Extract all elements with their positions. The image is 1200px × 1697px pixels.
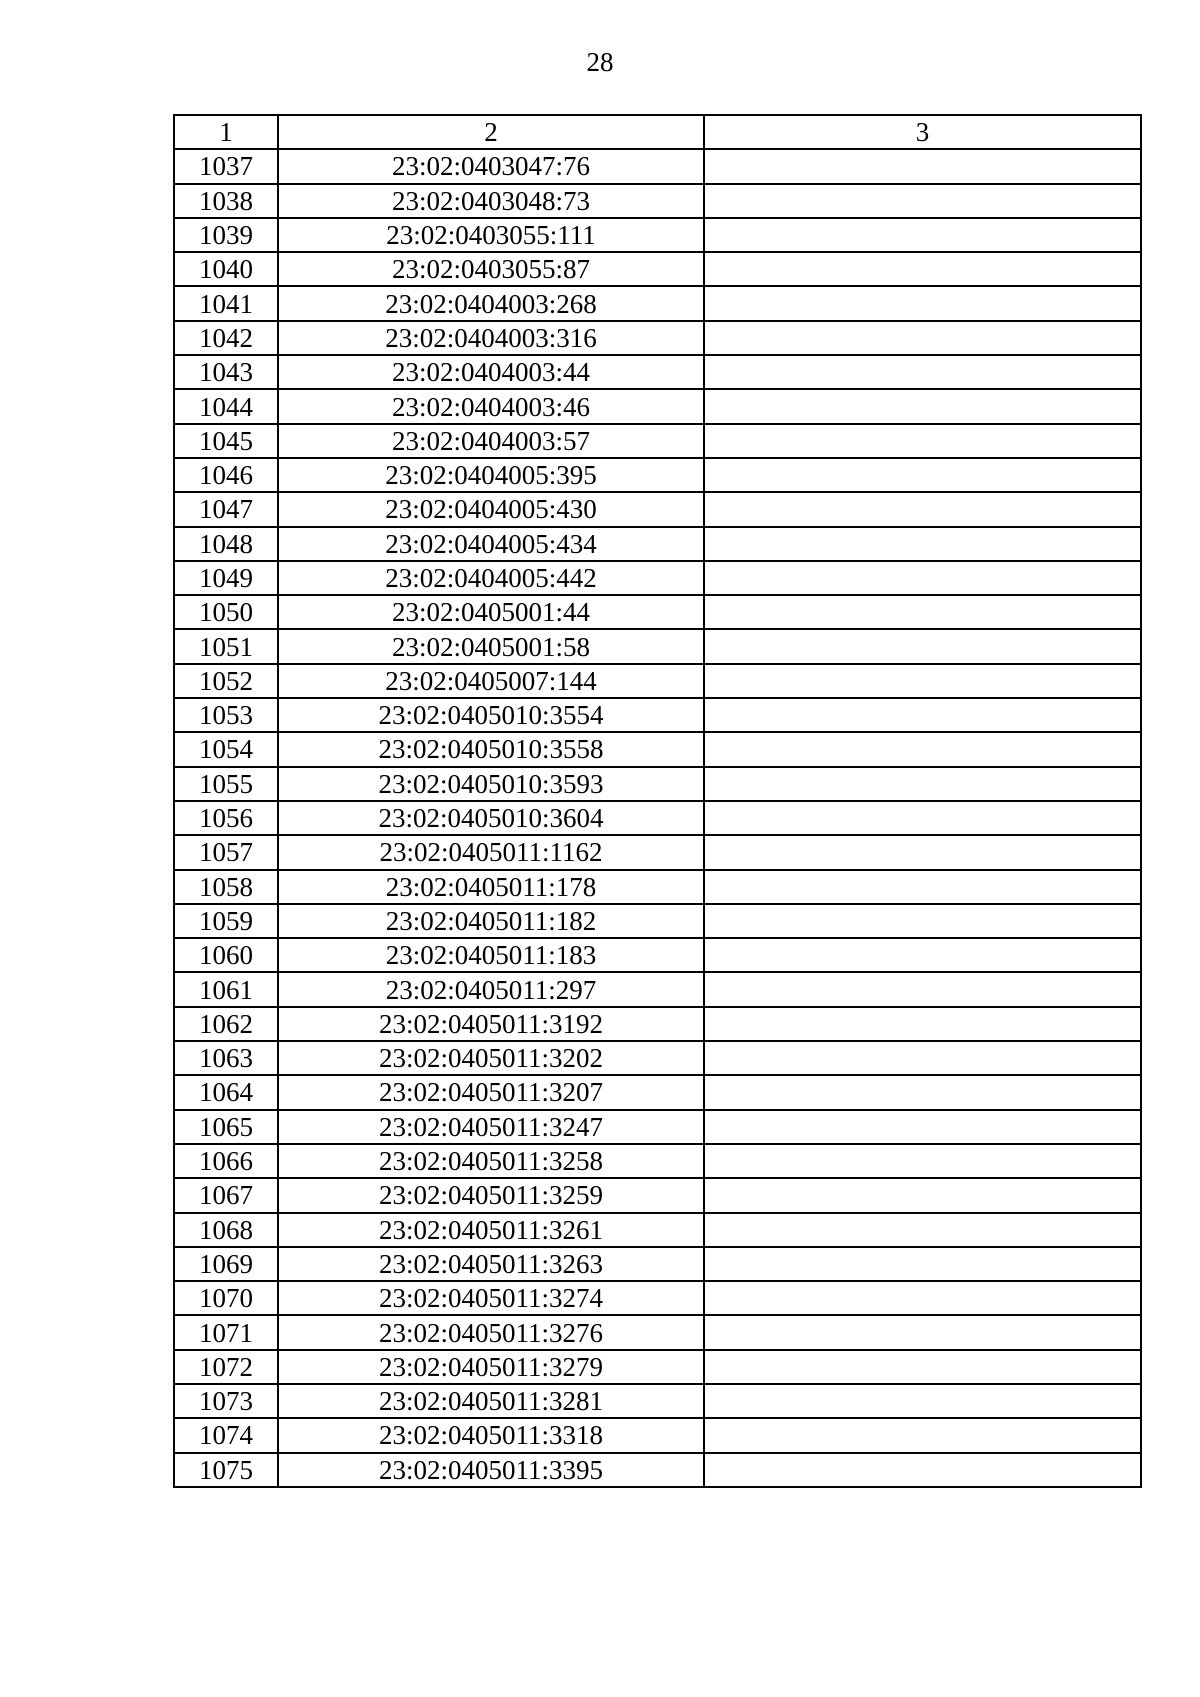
- row-number-cell: 1039: [174, 218, 278, 252]
- row-number-cell: 1055: [174, 767, 278, 801]
- notes-cell: [704, 1007, 1141, 1041]
- cadastral-number-cell: 23:02:0405011:3263: [278, 1247, 704, 1281]
- notes-cell: [704, 1350, 1141, 1384]
- notes-cell: [704, 1110, 1141, 1144]
- row-number-cell: 1069: [174, 1247, 278, 1281]
- table-header-row: [174, 115, 1141, 149]
- notes-cell: [704, 149, 1141, 183]
- cadastral-number-cell: 23:02:0405011:3192: [278, 1007, 704, 1041]
- cadastral-number-cell: 23:02:0404003:44: [278, 355, 704, 389]
- notes-cell: [704, 252, 1141, 286]
- notes-cell: [704, 184, 1141, 218]
- notes-cell: [704, 1247, 1141, 1281]
- row-number-cell: 1063: [174, 1041, 278, 1075]
- notes-cell: [704, 629, 1141, 663]
- notes-cell: [704, 595, 1141, 629]
- row-number-cell: 1075: [174, 1453, 278, 1487]
- notes-cell: [704, 835, 1141, 869]
- cadastral-number-cell: 23:02:0403055:87: [278, 252, 704, 286]
- table-row: [174, 1213, 1141, 1247]
- cadastral-number-cell: 23:02:0405011:3318: [278, 1418, 704, 1452]
- row-number-cell: 1046: [174, 458, 278, 492]
- cadastral-number-cell: 23:02:0405011:3395: [278, 1453, 704, 1487]
- column-header-3: 3: [704, 115, 1141, 149]
- row-number-cell: 1049: [174, 561, 278, 595]
- cadastral-number-cell: 23:02:0405010:3593: [278, 767, 704, 801]
- row-number-cell: 1045: [174, 424, 278, 458]
- table-row: [174, 904, 1141, 938]
- table-row: [174, 1144, 1141, 1178]
- cadastral-number-cell: 23:02:0405011:3247: [278, 1110, 704, 1144]
- notes-cell: [704, 458, 1141, 492]
- cadastral-number-cell: 23:02:0405011:3281: [278, 1384, 704, 1418]
- table-row: [174, 149, 1141, 183]
- row-number-cell: 1058: [174, 870, 278, 904]
- table-row: [174, 698, 1141, 732]
- table-row: [174, 218, 1141, 252]
- cadastral-number-cell: 23:02:0405011:3274: [278, 1281, 704, 1315]
- row-number-cell: 1061: [174, 972, 278, 1006]
- table-row: [174, 1453, 1141, 1487]
- table-row: [174, 664, 1141, 698]
- row-number-cell: 1073: [174, 1384, 278, 1418]
- notes-cell: [704, 1075, 1141, 1109]
- table-row: [174, 1281, 1141, 1315]
- cadastral-number-cell: 23:02:0405010:3554: [278, 698, 704, 732]
- cadastral-number-cell: 23:02:0403047:76: [278, 149, 704, 183]
- cadastral-number-cell: 23:02:0404003:316: [278, 321, 704, 355]
- notes-cell: [704, 1418, 1141, 1452]
- row-number-cell: 1070: [174, 1281, 278, 1315]
- row-number-cell: 1065: [174, 1110, 278, 1144]
- notes-cell: [704, 870, 1141, 904]
- notes-cell: [704, 664, 1141, 698]
- notes-cell: [704, 1453, 1141, 1487]
- cadastral-number-cell: 23:02:0405001:58: [278, 629, 704, 663]
- table-row: [174, 1110, 1141, 1144]
- notes-cell: [704, 355, 1141, 389]
- notes-cell: [704, 1384, 1141, 1418]
- cadastral-number-cell: 23:02:0404003:57: [278, 424, 704, 458]
- table-row: [174, 595, 1141, 629]
- table-row: [174, 1247, 1141, 1281]
- table-row: [174, 355, 1141, 389]
- notes-cell: [704, 286, 1141, 320]
- row-number-cell: 1060: [174, 938, 278, 972]
- cadastral-number-cell: 23:02:0405010:3604: [278, 801, 704, 835]
- notes-cell: [704, 767, 1141, 801]
- notes-cell: [704, 561, 1141, 595]
- row-number-cell: 1048: [174, 527, 278, 561]
- column-header-2: 2: [278, 115, 704, 149]
- table-row: [174, 629, 1141, 663]
- table-row: [174, 389, 1141, 423]
- cadastral-number-cell: 23:02:0405011:182: [278, 904, 704, 938]
- row-number-cell: 1050: [174, 595, 278, 629]
- cadastral-number-cell: 23:02:0403055:111: [278, 218, 704, 252]
- table-row: [174, 458, 1141, 492]
- table-row: [174, 732, 1141, 766]
- row-number-cell: 1066: [174, 1144, 278, 1178]
- row-number-cell: 1052: [174, 664, 278, 698]
- notes-cell: [704, 698, 1141, 732]
- notes-cell: [704, 904, 1141, 938]
- cadastral-number-cell: 23:02:0405011:3279: [278, 1350, 704, 1384]
- row-number-cell: 1067: [174, 1178, 278, 1212]
- notes-cell: [704, 1281, 1141, 1315]
- cadastral-number-cell: 23:02:0404005:434: [278, 527, 704, 561]
- cadastral-number-cell: 23:02:0404003:46: [278, 389, 704, 423]
- table-row: [174, 492, 1141, 526]
- cadastral-number-cell: 23:02:0404003:268: [278, 286, 704, 320]
- cadastral-number-cell: 23:02:0405011:183: [278, 938, 704, 972]
- table-row: [174, 1041, 1141, 1075]
- table-row: [174, 1075, 1141, 1109]
- table-row: [174, 252, 1141, 286]
- notes-cell: [704, 801, 1141, 835]
- cadastral-number-cell: 23:02:0405011:3258: [278, 1144, 704, 1178]
- row-number-cell: 1053: [174, 698, 278, 732]
- cadastral-number-cell: 23:02:0405001:44: [278, 595, 704, 629]
- cadastral-number-cell: 23:02:0404005:430: [278, 492, 704, 526]
- row-number-cell: 1071: [174, 1315, 278, 1349]
- notes-cell: [704, 732, 1141, 766]
- row-number-cell: 1064: [174, 1075, 278, 1109]
- notes-cell: [704, 1178, 1141, 1212]
- row-number-cell: 1037: [174, 149, 278, 183]
- cadastral-number-cell: 23:02:0405011:3276: [278, 1315, 704, 1349]
- table-row: [174, 1418, 1141, 1452]
- registry-table: [173, 114, 1142, 1488]
- notes-cell: [704, 218, 1141, 252]
- row-number-cell: 1054: [174, 732, 278, 766]
- table-row: [174, 1007, 1141, 1041]
- notes-cell: [704, 321, 1141, 355]
- table-row: [174, 767, 1141, 801]
- table-row: [174, 561, 1141, 595]
- row-number-cell: 1072: [174, 1350, 278, 1384]
- row-number-cell: 1043: [174, 355, 278, 389]
- row-number-cell: 1068: [174, 1213, 278, 1247]
- cadastral-number-cell: 23:02:0405011:1162: [278, 835, 704, 869]
- table-row: [174, 801, 1141, 835]
- table-row: [174, 1178, 1141, 1212]
- row-number-cell: 1044: [174, 389, 278, 423]
- notes-cell: [704, 938, 1141, 972]
- cadastral-number-cell: 23:02:0404005:442: [278, 561, 704, 595]
- table-row: [174, 321, 1141, 355]
- cadastral-number-cell: 23:02:0405010:3558: [278, 732, 704, 766]
- cadastral-number-cell: 23:02:0405011:3261: [278, 1213, 704, 1247]
- table-row: [174, 972, 1141, 1006]
- notes-cell: [704, 424, 1141, 458]
- table-row: [174, 835, 1141, 869]
- notes-cell: [704, 492, 1141, 526]
- row-number-cell: 1042: [174, 321, 278, 355]
- notes-cell: [704, 972, 1141, 1006]
- row-number-cell: 1051: [174, 629, 278, 663]
- cadastral-number-cell: 23:02:0405011:3207: [278, 1075, 704, 1109]
- row-number-cell: 1059: [174, 904, 278, 938]
- table-row: [174, 424, 1141, 458]
- row-number-cell: 1056: [174, 801, 278, 835]
- table-row: [174, 938, 1141, 972]
- cadastral-number-cell: 23:02:0405011:3259: [278, 1178, 704, 1212]
- table-row: [174, 527, 1141, 561]
- column-header-1: 1: [174, 115, 278, 149]
- notes-cell: [704, 1041, 1141, 1075]
- row-number-cell: 1057: [174, 835, 278, 869]
- table-row: [174, 1315, 1141, 1349]
- table-row: [174, 1350, 1141, 1384]
- notes-cell: [704, 1144, 1141, 1178]
- table-row: [174, 184, 1141, 218]
- row-number-cell: 1074: [174, 1418, 278, 1452]
- row-number-cell: 1062: [174, 1007, 278, 1041]
- cadastral-number-cell: 23:02:0405011:297: [278, 972, 704, 1006]
- row-number-cell: 1041: [174, 286, 278, 320]
- table-row: [174, 286, 1141, 320]
- notes-cell: [704, 527, 1141, 561]
- cadastral-number-cell: 23:02:0404005:395: [278, 458, 704, 492]
- notes-cell: [704, 1315, 1141, 1349]
- row-number-cell: 1047: [174, 492, 278, 526]
- row-number-cell: 1040: [174, 252, 278, 286]
- notes-cell: [704, 1213, 1141, 1247]
- row-number-cell: 1038: [174, 184, 278, 218]
- page-number: 28: [586, 47, 614, 77]
- cadastral-number-cell: 23:02:0405011:3202: [278, 1041, 704, 1075]
- cadastral-number-cell: 23:02:0405007:144: [278, 664, 704, 698]
- table-row: [174, 870, 1141, 904]
- notes-cell: [704, 389, 1141, 423]
- table-row: [174, 1384, 1141, 1418]
- cadastral-number-cell: 23:02:0403048:73: [278, 184, 704, 218]
- cadastral-number-cell: 23:02:0405011:178: [278, 870, 704, 904]
- table-body: [174, 115, 1141, 1487]
